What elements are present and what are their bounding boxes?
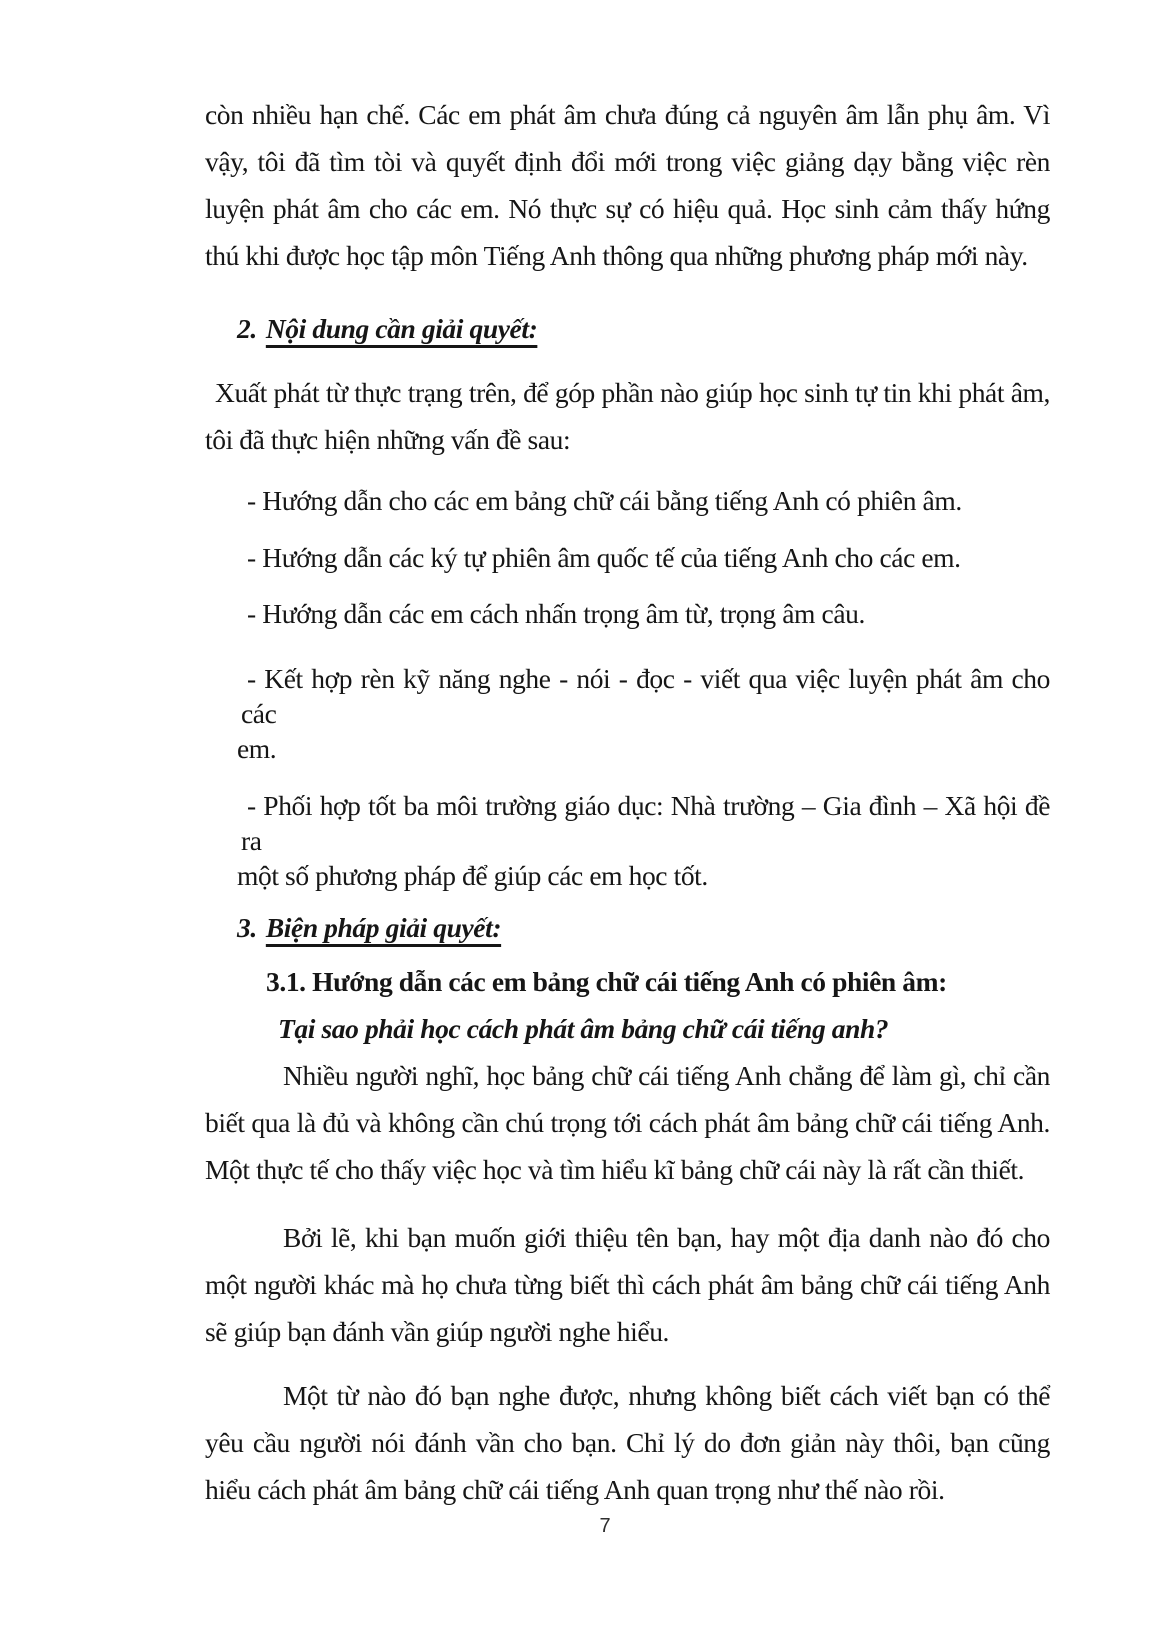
list-item: [205, 788, 1050, 893]
section-3-heading: [237, 904, 1050, 951]
page-content: [205, 91, 1050, 1513]
list-item-line: em.: [237, 733, 277, 764]
section-2-lead-paragraph: Xuất phát từ thực trạng trên, để góp phần nào giúp học sinh tự tin khi phát âm, tôi đã thực hiện những vấn đề sau:: [205, 377, 1050, 455]
list-item: - Hướng dẫn các ký tự phiên âm quốc tế của tiếng Anh cho các em.: [247, 542, 961, 573]
section-3-title: Biện pháp giải quyết:: [265, 912, 502, 943]
list-item-line: một số phương pháp để giúp các em học tốt.: [237, 860, 708, 891]
section-2-number: 2.: [237, 313, 257, 344]
intro-paragraph: còn nhiều hạn chế. Các em phát âm chưa đúng cả nguyên âm lẫn phụ âm. Vì vậy, tôi đã tìm tòi và quyết định đổi mới trong việc giảng dạy bằng việc rèn luyện phát âm cho các em. Nó thực sự có hiệu quả. Học sinh cảm thấy hứng thú khi được học tập môn Tiếng Anh thông qua những phương pháp mới này.: [205, 99, 1050, 271]
body-paragraph: Một từ nào đó bạn nghe được, nhưng không biết cách viết bạn có thể yêu cầu người nói đánh vần cho bạn. Chỉ lý do đơn giản này thôi, bạn cũng hiểu cách phát âm bảng chữ cái tiếng Anh quan trọng như thế nào rồi.: [205, 1380, 1050, 1505]
question-heading: Tại sao phải học cách phát âm bảng chữ cái tiếng anh?: [278, 1013, 889, 1044]
body-paragraph: Nhiều người nghĩ, học bảng chữ cái tiếng Anh chẳng để làm gì, chỉ cần biết qua là đủ và không cần chú trọng tới cách phát âm bảng chữ cái tiếng Anh. Một thực tế cho thấy việc học và tìm hiểu kĩ bảng chữ cái này là rất cần thiết.: [205, 1060, 1050, 1185]
list-item: [205, 661, 1050, 766]
section-3-number: 3.: [237, 912, 257, 943]
list-item: - Hướng dẫn cho các em bảng chữ cái bằng tiếng Anh có phiên âm.: [247, 485, 962, 516]
list-item-line: - Phối hợp tốt ba môi trường giáo dục: Nhà trường – Gia đình – Xã hội đề ra: [241, 790, 1050, 856]
section-2-heading: [237, 305, 1050, 352]
list-item-line: - Kết hợp rèn kỹ năng nghe - nói - đọc - viết qua việc luyện phát âm cho các: [241, 663, 1050, 729]
list-item: - Hướng dẫn các em cách nhấn trọng âm từ, trọng âm câu.: [247, 598, 865, 629]
body-paragraph: Bởi lẽ, khi bạn muốn giới thiệu tên bạn, hay một địa danh nào đó cho một người khác mà họ chưa từng biết thì cách phát âm bảng chữ cái tiếng Anh sẽ giúp bạn đánh vần giúp người nghe hiểu.: [205, 1222, 1050, 1347]
page-number: 7: [599, 1515, 611, 1537]
section-2-title: Nội dung cần giải quyết:: [265, 313, 538, 344]
section-3-1-heading: 3.1. Hướng dẫn các em bảng chữ cái tiếng Anh có phiên âm:: [266, 966, 947, 997]
